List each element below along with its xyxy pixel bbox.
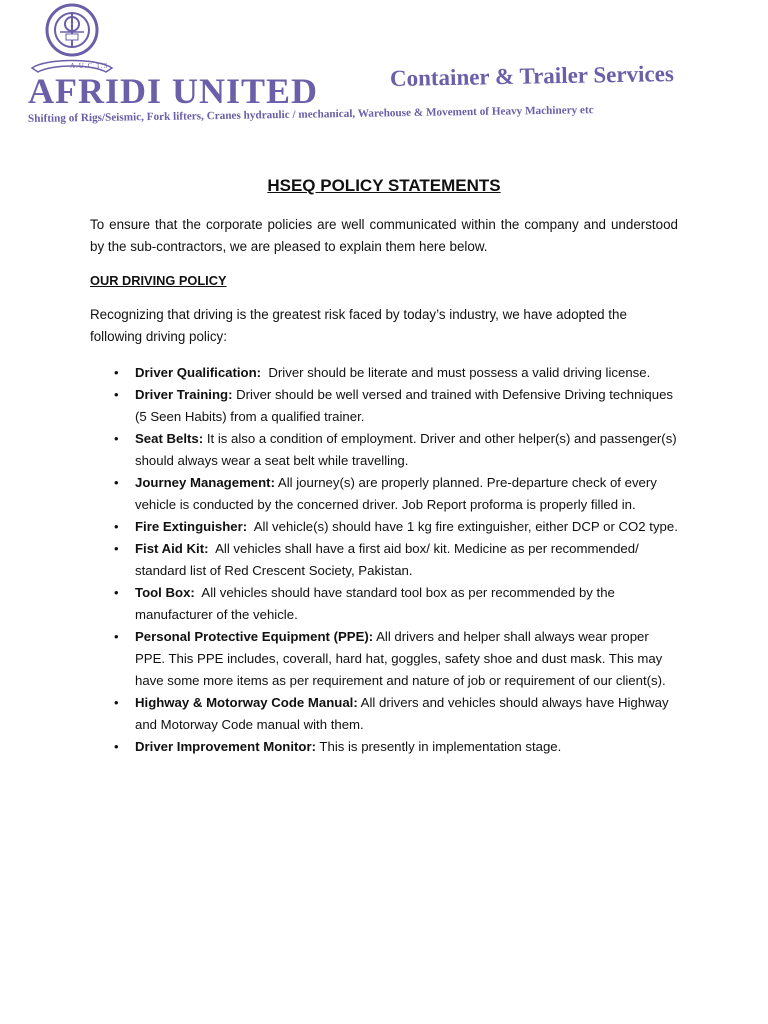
list-item-term: Journey Management: (135, 475, 275, 490)
bullet-icon: • (114, 519, 119, 534)
policy-list (90, 362, 681, 758)
page-title: HSEQ POLICY STATEMENTS (267, 176, 501, 195)
bullet-icon: • (114, 365, 119, 380)
list-item-term: Personal Protective Equipment (PPE): (135, 629, 374, 644)
list-item (90, 516, 678, 538)
bullet-icon: • (114, 387, 119, 402)
letterhead (0, 0, 768, 140)
list-item (90, 692, 678, 736)
bullet-icon: • (114, 475, 119, 490)
list-item-text: All journey(s) are properly planned. Pre-departure check of every vehicle is conducted by the concerned driver. Job Report proforma is properly filled in. (135, 475, 661, 512)
list-item-term: Driver Qualification: (135, 365, 262, 380)
list-item (90, 362, 678, 384)
list-item-text: All vehicles should have standard tool box as per recommended by the manufacturer of the vehicle. (135, 585, 619, 622)
bullet-icon: • (114, 585, 119, 600)
list-item-text: All vehicle(s) should have 1 kg fire extinguisher, either DCP or CO2 type. (247, 519, 678, 534)
list-item (90, 428, 681, 472)
bullet-icon: • (114, 431, 119, 446)
list-item (90, 384, 678, 428)
company-logo (26, 2, 116, 80)
section-heading: OUR DRIVING POLICY (90, 273, 227, 288)
list-item (90, 736, 678, 758)
list-item-term: Highway & Motorway Code Manual: (135, 695, 358, 710)
bullet-icon: • (114, 629, 119, 644)
logo-caption: A.U.C.T.S (70, 62, 109, 70)
list-item-text: All vehicles shall have a first aid box/ kit. Medicine as per recommended/ standard list of Red Crescent Society, Pakistan. (135, 541, 643, 578)
bullet-icon: • (114, 541, 119, 556)
company-tagline: Shifting of Rigs/Seismic, Fork lifters, Cranes hydraulic / mechanical, Warehouse & Movement of Heavy Machinery etc (27, 104, 594, 125)
list-item (90, 538, 678, 582)
list-item-term: Fist Aid Kit: (135, 541, 209, 556)
list-item (90, 626, 678, 692)
company-subtitle: Container & Trailer Services (389, 61, 674, 91)
list-item-text: Driver should be well versed and trained with Defensive Driving techniques (5 Seen Habits) from a qualified trainer. (135, 387, 677, 424)
list-item-text: This is presently in implementation stage. (316, 739, 562, 754)
list-item-term: Fire Extinguisher: (135, 519, 248, 534)
list-item-term: Seat Belts: (135, 431, 204, 446)
policy-intro-paragraph: Recognizing that driving is the greatest risk faced by today’s industry, we have adopted the following driving policy: (90, 307, 627, 344)
list-item (90, 472, 678, 516)
bullet-icon: • (114, 695, 119, 710)
document-body (90, 176, 681, 758)
list-item-text: Driver should be literate and must possess a valid driving license. (261, 365, 651, 380)
list-item-text: It is also a condition of employment. Driver and other helper(s) and passenger(s) should always wear a seat belt while travelling. (135, 431, 681, 468)
list-item-text: All drivers and vehicles should always have Highway and Motorway Code manual with them. (135, 695, 673, 732)
bullet-icon: • (114, 739, 119, 754)
list-item-term: Driver Training: (135, 387, 233, 402)
list-item-text: All drivers and helper shall always wear proper PPE. This PPE includes, coverall, hard hat, goggles, safety shoe and dust mask. This may have some more items as per requirement and nature of job or requirement of our client(s). (135, 629, 666, 688)
intro-paragraph: To ensure that the corporate policies are well communicated within the company and understood by the sub-contractors, we are pleased to explain them here below. (90, 217, 678, 254)
company-name: AFRIDI UNITED (28, 71, 319, 111)
list-item (90, 582, 678, 626)
list-item-term: Driver Improvement Monitor: (135, 739, 316, 754)
list-item-term: Tool Box: (135, 585, 195, 600)
